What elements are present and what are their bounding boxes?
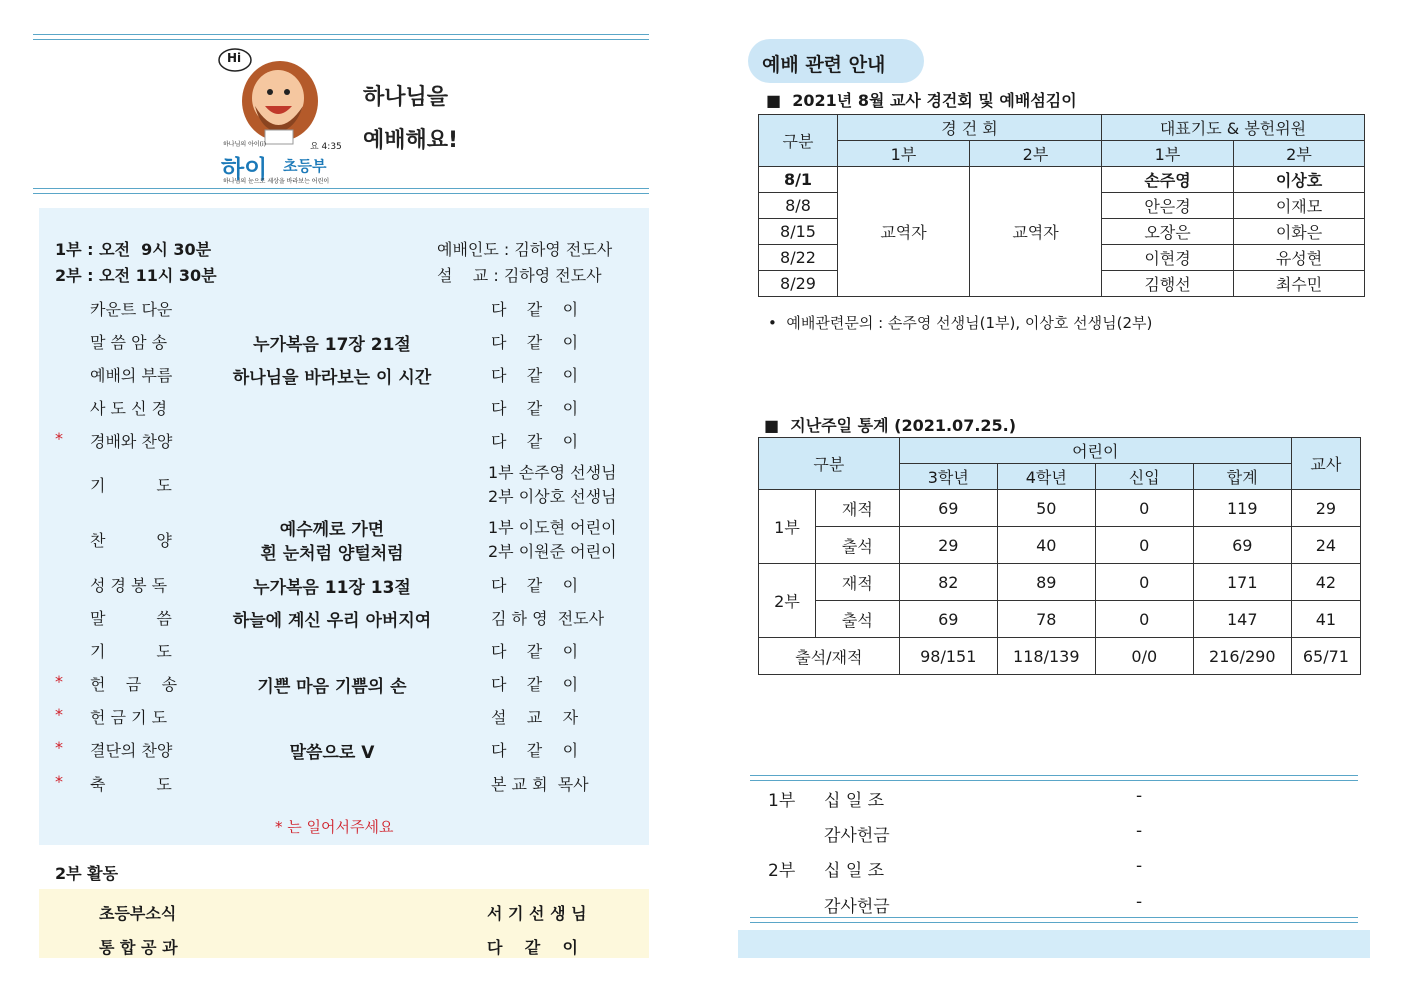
order-item: 예배의 부름 (90, 366, 173, 385)
order-row (39, 359, 649, 389)
stand-marker: * (55, 672, 63, 691)
offering-item: 감사헌금 (824, 897, 890, 917)
cell: 0 (1095, 601, 1193, 638)
rep-1bu: 김행선 (1102, 271, 1234, 297)
th-new: 신입 (1095, 464, 1193, 490)
th-daepyo: 대표기도 & 봉헌위원 (1102, 115, 1365, 141)
order-row (39, 458, 649, 510)
header-bottom-rule (33, 188, 649, 194)
order-who-2: 2부 이상호 선생님 (488, 487, 617, 506)
order-who: 다 같 이 (491, 675, 579, 694)
stand-note: * 는 일어서주세요 (275, 818, 394, 836)
order-content: 예수께로 가면 (279, 520, 385, 540)
cell: 69 (899, 601, 997, 638)
activity-heading: 2부 활동 (55, 864, 119, 883)
order-row (39, 701, 649, 731)
order-who: 다 같 이 (491, 576, 579, 595)
top-rule (33, 34, 649, 40)
order-row (39, 425, 649, 455)
attendance-table (758, 437, 1361, 675)
activity-who: 서 기 선 생 님 (487, 904, 587, 923)
order-row (39, 734, 649, 764)
stand-marker: * (55, 738, 63, 757)
stand-marker: * (55, 705, 63, 724)
order-item: 찬 양 (90, 531, 172, 550)
rep-2bu: 이화은 (1234, 219, 1365, 245)
cell: 171 (1193, 564, 1291, 601)
order-item: 기 도 (90, 476, 172, 495)
order-item: 헌 금 기 도 (90, 708, 168, 727)
group-cell: 2부 (759, 564, 816, 638)
order-row (39, 392, 649, 422)
order-row (39, 635, 649, 665)
order-item: 헌 금 송 (90, 675, 178, 694)
order-item: 축 도 (90, 775, 172, 794)
order-who: 1부 손주영 선생님 (488, 463, 617, 482)
section1-title: ■ 2021년 8월 교사 경건회 및 예배섬김이 (766, 91, 1077, 110)
cell: 98/151 (899, 638, 997, 675)
offering-item: 감사헌금 (824, 826, 890, 846)
gyeongeon-2bu: 교역자 (970, 167, 1102, 297)
cell: 0 (1095, 527, 1193, 564)
order-content: 누가복음 11장 13절 (253, 578, 411, 598)
order-item: 결단의 찬양 (90, 741, 173, 760)
cell: 78 (997, 601, 1095, 638)
cell: 0/0 (1095, 638, 1193, 675)
order-who: 1부 이도현 어린이 (488, 518, 617, 537)
leader: 예배인도 : 김하영 전도사 (437, 240, 613, 259)
rep-1bu: 이현경 (1102, 245, 1234, 271)
worship-schedule-table (758, 114, 1365, 297)
cell: 40 (997, 527, 1095, 564)
cell: 69 (899, 490, 997, 527)
order-content-2: 흰 눈처럼 양털처럼 (260, 544, 404, 564)
total-label: 출석/재적 (759, 638, 900, 675)
section2-title: ■ 지난주일 통계 (2021.07.25.) (764, 416, 1017, 435)
table-row (759, 490, 1361, 527)
order-item: 말 씀 암 송 (90, 333, 168, 352)
date-cell: 8/1 (759, 167, 838, 193)
offering-amount: - (1136, 892, 1143, 912)
cell: 82 (899, 564, 997, 601)
rep-2bu: 유성현 (1234, 245, 1365, 271)
offering-amount: - (1136, 786, 1143, 806)
preacher: 설 교 : 김하영 전도사 (437, 266, 602, 285)
row-label: 재적 (816, 490, 900, 527)
cell: 29 (1291, 490, 1360, 527)
cell: 69 (1193, 527, 1291, 564)
cell: 216/290 (1193, 638, 1291, 675)
stand-marker: * (55, 772, 63, 791)
order-content: 말씀으로 V (289, 743, 375, 763)
rep-2bu: 이재모 (1234, 193, 1365, 219)
order-who: 설 교 자 (491, 708, 579, 727)
order-item: 기 도 (90, 642, 172, 661)
order-item: 카운트 다운 (90, 300, 173, 319)
order-who: 다 같 이 (491, 399, 579, 418)
order-row (39, 326, 649, 356)
th-gyeongeon: 경 건 회 (838, 115, 1102, 141)
gyeongeon-1bu: 교역자 (838, 167, 970, 297)
offering-part: 1부 (768, 791, 796, 811)
cell: 29 (899, 527, 997, 564)
activity-item: 초등부소식 (99, 904, 177, 923)
service-time-2: 2부 : 오전 11시 30분 (55, 266, 217, 285)
verse-ref: 요 4:35 (310, 142, 342, 152)
cell: 89 (997, 564, 1095, 601)
order-who: 본 교 회 목사 (491, 775, 589, 794)
order-who-2: 2부 이원준 어린이 (488, 542, 617, 561)
order-row (39, 768, 649, 798)
section-pill (748, 39, 924, 83)
th-gubun: 구분 (759, 115, 838, 167)
rep-1bu: 안은경 (1102, 193, 1234, 219)
order-content: 하나님을 바라보는 이 시간 (232, 368, 432, 388)
stand-marker: * (55, 429, 63, 448)
rep-2bu: 이상호 (1234, 167, 1365, 193)
order-item: 말 씀 (90, 609, 172, 628)
date-cell: 8/8 (759, 193, 838, 219)
order-content: 누가복음 17장 21절 (253, 335, 411, 355)
rep-2bu: 최수민 (1234, 271, 1365, 297)
cell: 41 (1291, 601, 1360, 638)
cell: 119 (1193, 490, 1291, 527)
hi-bubble-text: Hi (227, 51, 242, 65)
group-cell: 1부 (759, 490, 816, 564)
table-row (759, 167, 1365, 193)
footer-band (738, 930, 1370, 958)
slogan: 하나님의 눈으로 세상을 바라보는 어린이 (223, 178, 330, 185)
offering-list (750, 786, 1358, 916)
cell: 50 (997, 490, 1095, 527)
order-row (39, 513, 649, 565)
activity-who: 다 같 이 (487, 938, 578, 957)
order-who: 다 같 이 (491, 333, 579, 352)
pill-label: 예배 관련 안내 (762, 54, 886, 76)
offering-bottom-rule (750, 917, 1358, 923)
row-label: 출석 (816, 601, 900, 638)
brand-name: 하이 (221, 155, 268, 183)
table-row (759, 601, 1361, 638)
brand-small: 하나님의 아이(i) (223, 141, 267, 148)
brand-dept: 초등부 (283, 157, 327, 175)
rep-1bu: 오장은 (1102, 219, 1234, 245)
cell: 42 (1291, 564, 1360, 601)
activity-panel (39, 889, 649, 958)
order-row (39, 668, 649, 698)
th-grade3: 3학년 (899, 464, 997, 490)
cell: 118/139 (997, 638, 1095, 675)
order-who: 다 같 이 (491, 300, 579, 319)
th-gubun: 구분 (759, 438, 900, 490)
order-who: 다 같 이 (491, 741, 579, 760)
offering-amount: - (1136, 821, 1143, 841)
cell: 0 (1095, 490, 1193, 527)
order-item: 성 경 봉 독 (90, 576, 168, 595)
order-content: 하늘에 계신 우리 아버지여 (232, 611, 432, 631)
order-row (39, 293, 649, 323)
table-row (759, 527, 1361, 564)
th-teacher: 교사 (1291, 438, 1360, 490)
page-title-line2: 예배해요! (363, 128, 459, 153)
mascot-logo (215, 46, 345, 186)
order-who: 다 같 이 (491, 432, 579, 451)
service-time-1: 1부 : 오전 9시 30분 (55, 240, 212, 259)
th-2bu: 2부 (970, 141, 1102, 167)
table-row (759, 564, 1361, 601)
th-children: 어린이 (899, 438, 1291, 464)
order-who: 다 같 이 (491, 642, 579, 661)
row-label: 출석 (816, 527, 900, 564)
th-1bu: 1부 (838, 141, 970, 167)
order-row (39, 569, 649, 599)
page-title-line1: 하나님을 (363, 85, 449, 110)
order-item: 경배와 찬양 (90, 432, 173, 451)
order-of-service-panel (39, 208, 649, 845)
offering-top-rule (750, 775, 1358, 781)
offering-amount: - (1136, 856, 1143, 876)
order-item: 사 도 신 경 (90, 399, 168, 418)
th-1bu: 1부 (1102, 141, 1234, 167)
rep-1bu: 손주영 (1102, 167, 1234, 193)
date-cell: 8/15 (759, 219, 838, 245)
order-who: 다 같 이 (491, 366, 579, 385)
activity-item: 통 합 공 과 (99, 938, 178, 957)
cell: 24 (1291, 527, 1360, 564)
th-2bu: 2부 (1234, 141, 1365, 167)
table-row (759, 638, 1361, 675)
row-label: 재적 (816, 564, 900, 601)
order-content: 기쁜 마음 기쁨의 손 (257, 677, 407, 697)
cell: 147 (1193, 601, 1291, 638)
order-row (39, 602, 649, 632)
order-who: 김 하 영 전도사 (491, 609, 605, 628)
cell: 0 (1095, 564, 1193, 601)
cell: 65/71 (1291, 638, 1360, 675)
date-cell: 8/22 (759, 245, 838, 271)
offering-part: 2부 (768, 861, 796, 881)
th-grade4: 4학년 (997, 464, 1095, 490)
inquiry-note: • 예배관련문의 : 손주영 선생님(1부), 이상호 선생님(2부) (768, 314, 1153, 332)
offering-item: 십 일 조 (824, 861, 885, 881)
date-cell: 8/29 (759, 271, 838, 297)
th-sum: 합계 (1193, 464, 1291, 490)
offering-item: 십 일 조 (824, 791, 885, 811)
